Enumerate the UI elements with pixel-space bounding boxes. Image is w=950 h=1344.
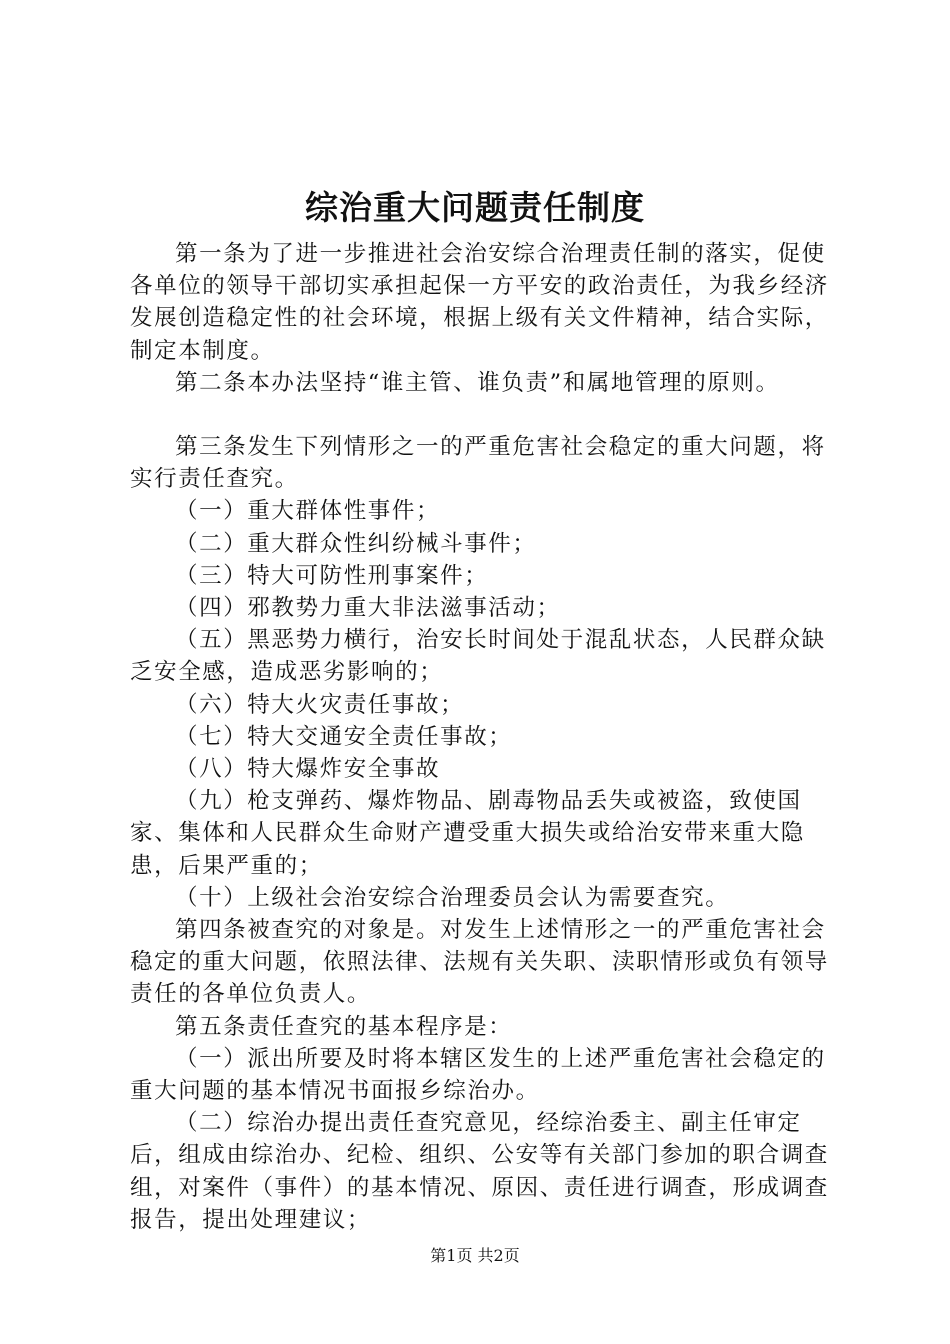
- article-3-item-10: （十）上级社会治安综合治理委员会认为需要查究。: [175, 884, 730, 911]
- document-title: 综治重大问题责任制度: [305, 188, 645, 227]
- article-3-item-7: （七）特大交通安全责任事故；: [175, 723, 513, 750]
- article-2-paragraph: 第二条本办法坚持“谁主管、谁负责”和属地管理的原则。: [175, 369, 780, 396]
- article-3-item-4: （四）邪教势力重大非法滋事活动；: [175, 595, 561, 622]
- article-1-paragraph: 第一条为了进一步推进社会治安综合治理责任制的落实，促使各单位的领导干部切实承担起保一方平安的政治责任，为我乡经济发展创造稳定性的社会环境，根据上级有关文件精神，结合实际，制定本制度。: [130, 241, 829, 364]
- article-3-item-8: （八）特大爆炸安全事故: [175, 756, 441, 783]
- article-5-item-1: （一）派出所要及时将本辖区发生的上述严重危害社会稳定的重大问题的基本情况书面报乡综治办。: [130, 1045, 826, 1105]
- article-3-item-2: （二）重大群众性纠纷械斗事件；: [175, 530, 537, 557]
- article-5-item-2: （二）综治办提出责任查究意见，经综治委主、副主任审定后，组成由综治办、纪检、组织、公安等有关部门参加的职合调查组，对案件（事件）的基本情况、原因、责任进行调查，形成调查报告，提出处理建议；: [130, 1110, 829, 1233]
- article-3-item-1: （一）重大群体性事件；: [175, 498, 441, 525]
- article-3-item-5: （五）黑恶势力横行，治安长时间处于混乱状态，人民群众缺乏安全感，造成恶劣影响的；: [130, 627, 826, 686]
- article-3-paragraph: 第三条发生下列情形之一的严重危害社会稳定的重大问题，将实行责任查究。: [130, 434, 826, 493]
- page-number-footer: 第1页 共2页: [430, 1246, 520, 1265]
- article-3-item-6: （六）特大火灾责任事故；: [175, 691, 465, 718]
- document-body: [130, 238, 835, 1236]
- article-5-paragraph: 第五条责任查究的基本程序是：: [175, 1013, 513, 1040]
- article-4-paragraph: 第四条被查究的对象是。对发生上述情形之一的严重危害社会稳定的重大问题，依照法律、法规有关失职、渎职情形或负有领导责任的各单位负责人。: [130, 917, 829, 1008]
- article-3-item-9: （九）枪支弹药、爆炸物品、剧毒物品丢失或被盗，致使国家、集体和人民群众生命财产遭受重大损失或给治安带来重大隐患，后果严重的；: [130, 788, 805, 879]
- article-3-item-3: （三）特大可防性刑事案件；: [175, 562, 489, 589]
